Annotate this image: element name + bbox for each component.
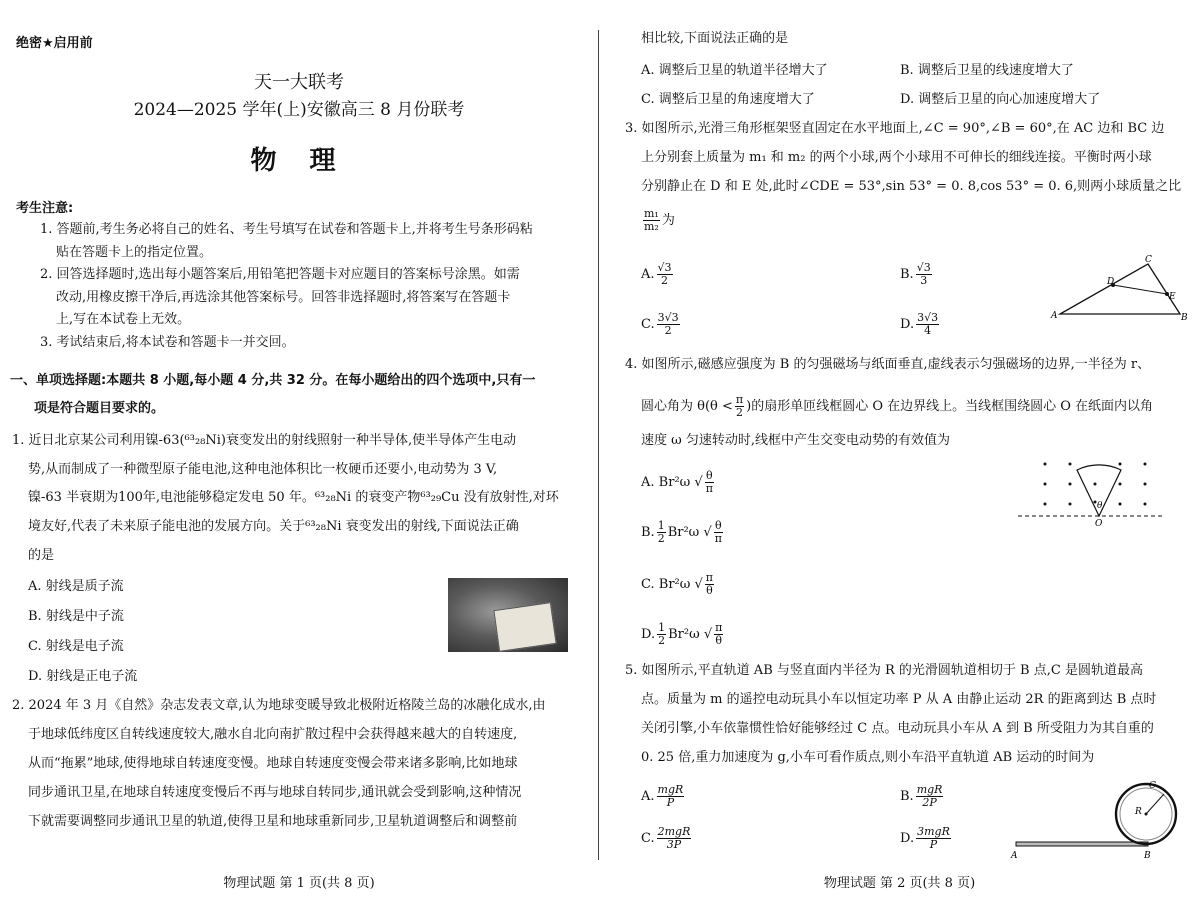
question-3-line: 上分别套上质量为 m₁ 和 m₂ 的两个小球,两个小球用不可伸长的细线连接。平衡时两小球 bbox=[641, 150, 1152, 165]
section-heading-cont: 项是符合题目要求的。 bbox=[34, 401, 165, 416]
svg-text:A: A bbox=[1051, 311, 1058, 321]
question-2-line: 从而“拖累”地球,使得地球自转速度变慢。地球自转速度变慢会带来诸多影响,比如地球 bbox=[28, 756, 518, 771]
question-5-line: 0. 25 倍,重力加速度为 g,小车可看作质点,则小车沿平直轨道 AB 运动的时间为 bbox=[641, 750, 1095, 765]
exam-title: 2024—2025 学年(上)安徽高三 8 月份联考 bbox=[133, 100, 465, 120]
question-1-line: 1. 近日北京某公司利用镍-63(⁶³₂₈Ni)衰变发出的射线照射一种半导体,使半导体产生电动 bbox=[12, 433, 517, 448]
q5-option-a: A. $\frac{\text{mgR}}{P}$ bbox=[641, 783, 684, 809]
question-4-line: 4. 如图所示,磁感应强度为 B 的匀强磁场与纸面垂直,虚线表示匀强磁场的边界,一半径为 r、 bbox=[625, 357, 1151, 372]
svg-text:B: B bbox=[1144, 851, 1151, 860]
q5-option-c: C. $\frac{\text{2mgR}}{3P}$ bbox=[641, 825, 691, 851]
q5-option-b: B. $\frac{\text{mgR}}{2P}$ bbox=[900, 783, 943, 809]
svg-text:C: C bbox=[1145, 255, 1152, 265]
q5-option-d: D. $\frac{\text{3mgR}}{P}$ bbox=[900, 825, 950, 851]
question-4-line: 速度 ω 匀速转动时,线框中产生交变电动势的有效值为 bbox=[641, 433, 950, 448]
question-1-line: 镍-63 半衰期为100年,电池能够稳定发电 50 年。⁶³₂₈Ni 的衰变产物⁶³₂₉Cu 没有放射性,对环 bbox=[28, 490, 559, 505]
question-1-line: 势,从而制成了一种微型原子能电池,这种电池体积比一枚硬币还要小,电动势为 3 V, bbox=[28, 462, 498, 477]
notice-line: 贴在答题卡上的指定位置。 bbox=[56, 245, 213, 260]
svg-text:C: C bbox=[1149, 781, 1156, 791]
subject-title: 物 理 bbox=[250, 146, 348, 176]
notice-line: 上,写在本试卷上无效。 bbox=[56, 312, 191, 327]
q1-option-d: D. 射线是正电子流 bbox=[28, 669, 138, 684]
section-heading: 一、单项选择题:本题共 8 小题,每小题 4 分,共 32 分。在每小题给出的四个选项中,只有一 bbox=[10, 373, 536, 388]
question-1-line: 的是 bbox=[28, 548, 55, 563]
question-5-line: 5. 如图所示,平直轨道 AB 与竖直面内半径为 R 的光滑圆轨道相切于 B 点,C 是圆轨道最高 bbox=[625, 663, 1143, 678]
question-2-line: 同步通讯卫星,在地球自转速度变慢后不再与地球自转同步,通讯就会受到影响,这种情况 bbox=[28, 785, 522, 800]
svg-text:E: E bbox=[1169, 292, 1176, 302]
circular-track-figure bbox=[1008, 778, 1178, 860]
question-3-line: 分别静止在 D 和 E 处,此时∠CDE = 53°,sin 53° = 0. 8,cos 53° = 0. 6,则两小球质量之比 bbox=[641, 179, 1182, 194]
battery-chip-image bbox=[493, 602, 556, 652]
svg-text:D: D bbox=[1107, 277, 1115, 287]
q3-mass-ratio: $\frac{\text{m₁}}{\text{m₂}}$ 为 bbox=[644, 207, 675, 233]
question-2-line: 下就需要调整同步通讯卫星的轨道,使得卫星和地球重新同步,卫星轨道调整后和调整前 bbox=[28, 814, 518, 829]
q3-option-c: C. $\frac{3√3}{2}$ bbox=[641, 311, 679, 337]
org-name: 天一大联考 bbox=[254, 72, 344, 93]
question-5-line: 关闭引擎,小车依靠惯性恰好能够经过 C 点。电动玩具小车从 A 到 B 所受阻力为其自重的 bbox=[641, 721, 1154, 736]
q2-option-c: C. 调整后卫星的角速度增大了 bbox=[641, 92, 815, 107]
svg-text:B: B bbox=[1181, 313, 1188, 323]
footer-right: 物理试题 第 2 页(共 8 页) bbox=[823, 876, 976, 891]
notice-line: 3. 考试结束后,将本试卷和答题卡一并交回。 bbox=[40, 335, 295, 350]
q3-option-d: D. $\frac{3√3}{4}$ bbox=[900, 311, 939, 337]
column-divider bbox=[598, 30, 599, 860]
q2-option-b: B. 调整后卫星的线速度增大了 bbox=[900, 63, 1074, 78]
question-2-line: 2. 2024 年 3 月《自然》杂志发表文章,认为地球变暖导致北极附近格陵兰岛的冰融化成水,由 bbox=[12, 698, 546, 713]
q4-option-c: C. Br²ω √ $\frac{\pi}{\theta}$ bbox=[641, 571, 714, 597]
q1-option-b: B. 射线是中子流 bbox=[28, 609, 124, 624]
notice-line: 1. 答题前,考生务必将自己的姓名、考生号填写在试卷和答题卡上,并将考生号条形码粘 bbox=[40, 222, 533, 237]
magnetic-field-figure bbox=[1015, 458, 1165, 530]
question-3-line: 3. 如图所示,光滑三角形框架竖直固定在水平地面上,∠C = 90°,∠B = 60°,在 AC 边和 BC 边 bbox=[625, 121, 1165, 136]
triangle-frame-figure bbox=[1045, 252, 1190, 324]
svg-text:R: R bbox=[1135, 807, 1142, 817]
q2-option-d: D. 调整后卫星的向心加速度增大了 bbox=[900, 92, 1101, 107]
question-2-cont: 相比较,下面说法正确的是 bbox=[641, 31, 789, 46]
question-5-line: 点。质量为 m 的遥控电动玩具小车以恒定功率 P 从 A 由静止运动 2R 的距离到达 B 点时 bbox=[641, 692, 1157, 707]
q1-option-c: C. 射线是电子流 bbox=[28, 639, 124, 654]
q4-option-a: A. Br²ω √ $\frac{\theta}{\pi}$ bbox=[641, 469, 713, 495]
notice-line: 改动,用橡皮擦干净后,再选涂其他答案标号。回答非选择题时,将答案写在答题卡 bbox=[56, 290, 511, 305]
svg-text:O: O bbox=[1095, 519, 1103, 529]
question-4-line: 圆心角为 θ(θ < $\frac{\pi}{2}$ )的扇形单匝线框圆心 O 在边界线上。当线框围绕圆心 O 在纸面内以角 bbox=[641, 393, 1154, 419]
q1-option-a: A. 射线是质子流 bbox=[28, 579, 124, 594]
notice-title: 考生注意: bbox=[16, 201, 74, 216]
q4-option-d: D. $\frac{1}{2}$ Br²ω √ $\frac{\pi}{\theta}$ bbox=[641, 621, 723, 647]
footer-left: 物理试题 第 1 页(共 8 页) bbox=[223, 876, 375, 891]
svg-text:A: A bbox=[1011, 851, 1018, 860]
question-2-line: 于地球低纬度区自转线速度较大,融水自北向南扩散过程中会获得越来越大的自转速度, bbox=[28, 727, 518, 742]
q3-option-a: A. $\frac{√3}{2}$ bbox=[641, 261, 672, 287]
q4-option-b: B. $\frac{1}{2}$ Br²ω √ $\frac{\theta}{\pi}$ bbox=[641, 519, 722, 545]
notice-line: 2. 回答选择题时,选出每小题答案后,用铅笔把答题卡对应题目的答案标号涂黑。如需 bbox=[40, 267, 520, 282]
svg-text:θ: θ bbox=[1097, 501, 1103, 511]
q2-option-a: A. 调整后卫星的轨道半径增大了 bbox=[641, 63, 828, 78]
q3-option-b: B. $\frac{√3}{3}$ bbox=[900, 261, 931, 287]
secret-label: 绝密★启用前 bbox=[16, 36, 93, 51]
question-1-line: 境友好,代表了未来原子能电池的发展方向。关于⁶³₂₈Ni 衰变发出的射线,下面说法正确 bbox=[28, 519, 519, 534]
